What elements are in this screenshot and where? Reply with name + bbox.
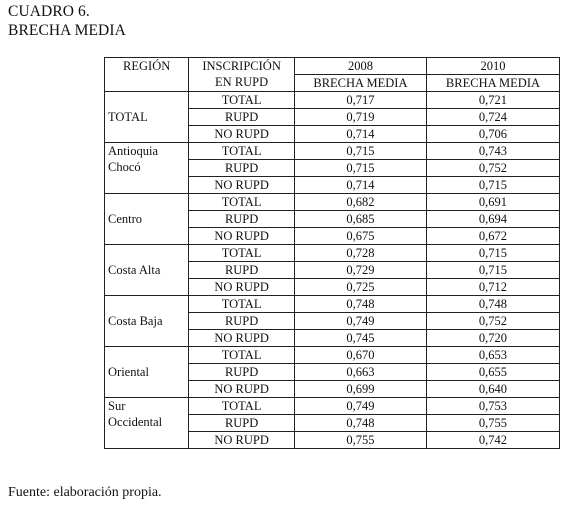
header-region: REGIÓN — [105, 58, 189, 92]
value-2010-cell: 0,752 — [426, 313, 559, 330]
value-2010-cell: 0,715 — [426, 245, 559, 262]
inscripcion-cell: NO RUPD — [189, 228, 295, 245]
region-cell — [105, 92, 189, 143]
inscripcion-cell: NO RUPD — [189, 381, 295, 398]
value-2008-cell: 0,745 — [294, 330, 426, 347]
value-2008-cell: 0,663 — [294, 364, 426, 381]
inscripcion-cell: RUPD — [189, 364, 295, 381]
inscripcion-cell: NO RUPD — [189, 279, 295, 296]
table-row — [105, 92, 560, 109]
inscripcion-cell: RUPD — [189, 415, 295, 432]
inscripcion-cell: RUPD — [189, 211, 295, 228]
value-2010-cell: 0,742 — [426, 432, 559, 449]
value-2008-cell: 0,675 — [294, 228, 426, 245]
value-2008-cell: 0,749 — [294, 313, 426, 330]
value-2008-cell: 0,717 — [294, 92, 426, 109]
value-2008-cell: 0,748 — [294, 415, 426, 432]
value-2010-cell: 0,653 — [426, 347, 559, 364]
value-2008-cell: 0,685 — [294, 211, 426, 228]
table-caption-number: CUADRO 6. — [8, 3, 90, 20]
inscripcion-cell: TOTAL — [189, 143, 295, 160]
region-name: Antioquia — [108, 144, 158, 158]
value-2008-cell: 0,729 — [294, 262, 426, 279]
value-2010-cell: 0,640 — [426, 381, 559, 398]
table-row — [105, 143, 560, 160]
region-name: Oriental — [108, 365, 149, 379]
inscripcion-cell: RUPD — [189, 160, 295, 177]
inscripcion-cell: TOTAL — [189, 245, 295, 262]
value-2010-cell: 0,724 — [426, 109, 559, 126]
table-row — [105, 194, 560, 211]
inscripcion-cell: TOTAL — [189, 347, 295, 364]
region-name-line2: Chocó — [108, 160, 141, 174]
table-row — [105, 347, 560, 364]
value-2010-cell: 0,720 — [426, 330, 559, 347]
value-2008-cell: 0,748 — [294, 296, 426, 313]
value-2010-cell: 0,743 — [426, 143, 559, 160]
value-2008-cell: 0,714 — [294, 126, 426, 143]
value-2010-cell: 0,672 — [426, 228, 559, 245]
inscripcion-cell: RUPD — [189, 109, 295, 126]
region-name: Costa Alta — [108, 263, 161, 277]
value-2008-cell: 0,682 — [294, 194, 426, 211]
header-brecha-media-2008: BRECHA MEDIA — [294, 75, 426, 92]
region-name: Sur — [108, 399, 126, 413]
inscripcion-cell: TOTAL — [189, 398, 295, 415]
value-2010-cell: 0,721 — [426, 92, 559, 109]
value-2010-cell: 0,748 — [426, 296, 559, 313]
value-2008-cell: 0,755 — [294, 432, 426, 449]
region-cell — [105, 296, 189, 347]
header-year-2008: 2008 — [294, 58, 426, 75]
value-2008-cell: 0,725 — [294, 279, 426, 296]
header-year-2010: 2010 — [426, 58, 559, 75]
header-inscripcion — [189, 58, 295, 92]
header-brecha-media-2010: BRECHA MEDIA — [426, 75, 559, 92]
region-cell — [105, 143, 189, 194]
header-inscripcion-line1: INSCRIPCIÓN — [202, 59, 281, 73]
value-2008-cell: 0,749 — [294, 398, 426, 415]
header-inscripcion-line2: EN RUPD — [215, 75, 269, 89]
inscripcion-cell: RUPD — [189, 262, 295, 279]
inscripcion-cell: TOTAL — [189, 296, 295, 313]
value-2008-cell: 0,728 — [294, 245, 426, 262]
table-row — [105, 398, 560, 415]
value-2010-cell: 0,694 — [426, 211, 559, 228]
value-2010-cell: 0,755 — [426, 415, 559, 432]
value-2008-cell: 0,719 — [294, 109, 426, 126]
region-name: TOTAL — [108, 110, 148, 124]
region-name: Costa Baja — [108, 314, 163, 328]
inscripcion-cell: NO RUPD — [189, 330, 295, 347]
region-cell — [105, 245, 189, 296]
value-2010-cell: 0,715 — [426, 177, 559, 194]
inscripcion-cell: NO RUPD — [189, 126, 295, 143]
region-cell — [105, 398, 189, 449]
inscripcion-cell: NO RUPD — [189, 177, 295, 194]
value-2010-cell: 0,706 — [426, 126, 559, 143]
region-cell — [105, 347, 189, 398]
value-2010-cell: 0,691 — [426, 194, 559, 211]
value-2008-cell: 0,715 — [294, 160, 426, 177]
region-name-line2: Occidental — [108, 415, 163, 429]
table-caption-title: BRECHA MEDIA — [8, 22, 126, 39]
inscripcion-cell: RUPD — [189, 313, 295, 330]
value-2008-cell: 0,670 — [294, 347, 426, 364]
value-2010-cell: 0,712 — [426, 279, 559, 296]
brecha-media-table — [104, 57, 560, 449]
value-2010-cell: 0,715 — [426, 262, 559, 279]
inscripcion-cell: NO RUPD — [189, 432, 295, 449]
value-2010-cell: 0,752 — [426, 160, 559, 177]
value-2010-cell: 0,753 — [426, 398, 559, 415]
value-2008-cell: 0,714 — [294, 177, 426, 194]
region-name: Centro — [108, 212, 143, 226]
source-note: Fuente: elaboración propia. — [8, 485, 162, 500]
inscripcion-cell: TOTAL — [189, 194, 295, 211]
value-2008-cell: 0,699 — [294, 381, 426, 398]
table-row — [105, 296, 560, 313]
region-cell — [105, 194, 189, 245]
value-2010-cell: 0,655 — [426, 364, 559, 381]
inscripcion-cell: TOTAL — [189, 92, 295, 109]
value-2008-cell: 0,715 — [294, 143, 426, 160]
table-row — [105, 245, 560, 262]
